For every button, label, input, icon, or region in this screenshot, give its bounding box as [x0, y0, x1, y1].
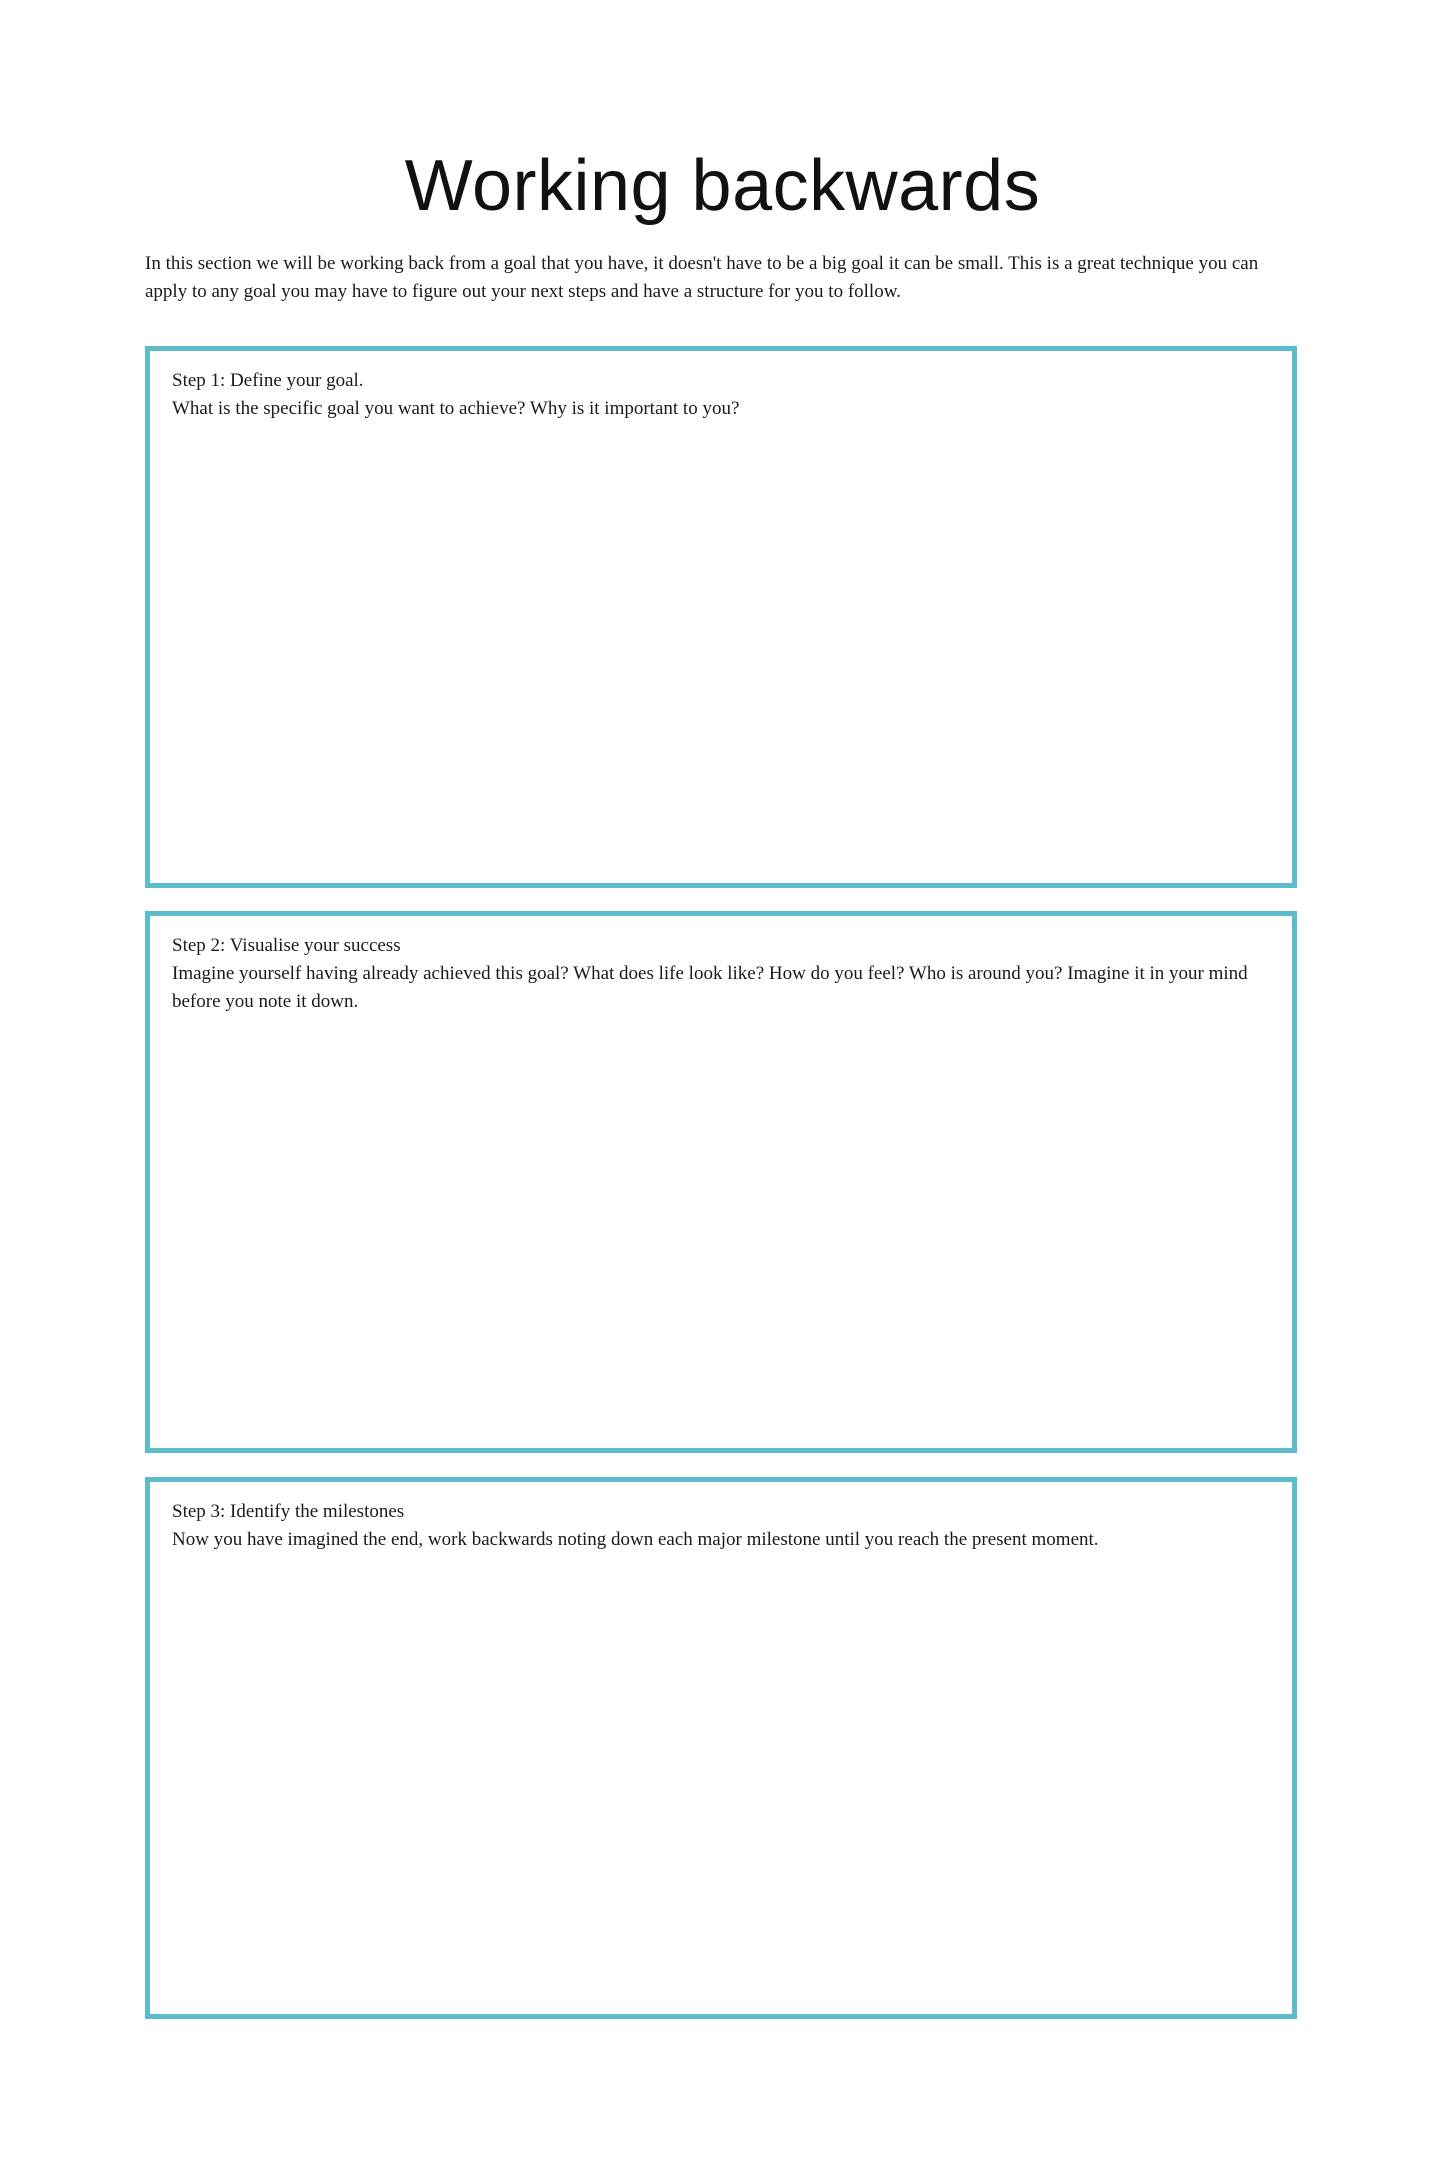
step-2-heading: Step 2: Visualise your success	[172, 935, 401, 956]
step-1-box[interactable]	[145, 346, 1297, 888]
intro-paragraph: In this section we will be working back from a goal that you have, it doesn't have to be a big goal it can be small. This is a great technique you can apply to any goal you may have to figure out your next steps and have a structure for you to follow.	[145, 253, 1259, 302]
step-3-heading: Step 3: Identify the milestones	[172, 1501, 405, 1522]
step-1-heading: Step 1: Define your goal.	[172, 370, 364, 391]
step-3-box[interactable]	[145, 1477, 1297, 2019]
step-2-box[interactable]	[145, 911, 1297, 1453]
step-3-prompt: Now you have imagined the end, work backwards noting down each major milestone until you reach the present moment.	[172, 1529, 1099, 1550]
step-1-prompt: What is the specific goal you want to achieve? Why is it important to you?	[172, 398, 740, 419]
step-2-prompt: Imagine yourself having already achieved this goal? What does life look like? How do you feel? Who is around you? Imagine it in your mind before you note it down.	[172, 963, 1248, 1012]
page-title: Working backwards	[404, 146, 1041, 226]
